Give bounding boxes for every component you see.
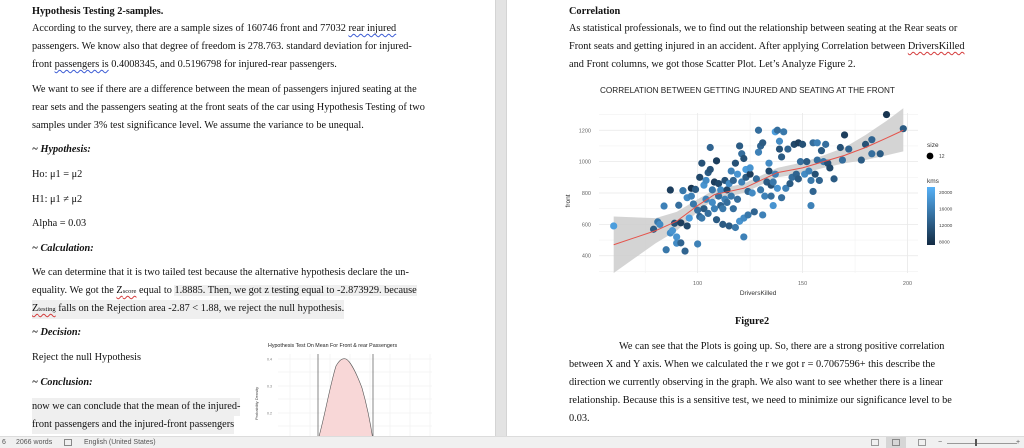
data-point — [816, 177, 823, 184]
data-point — [868, 150, 875, 157]
data-point — [723, 199, 730, 206]
data-point — [799, 141, 806, 148]
conclusion-heading: ~ Conclusion: — [32, 377, 93, 388]
data-point — [765, 160, 772, 167]
svg-text:0.4: 0.4 — [267, 357, 272, 362]
data-point — [765, 167, 772, 174]
y-axis-label: Probability Density — [254, 386, 259, 420]
data-point — [696, 174, 703, 181]
calculation-heading: ~ Calculation: — [32, 243, 94, 254]
data-point — [774, 185, 781, 192]
alternative-hypothesis: H1: μ1 ≠ μ2 — [32, 194, 83, 205]
legend-size-value: 12 — [939, 154, 945, 160]
data-point — [757, 186, 764, 193]
y-tick-label: 400 — [581, 253, 591, 260]
paragraph-line: and Front columns, we got those Scatter Plot. Let’s Analyze Figure 2. — [569, 59, 856, 70]
subscript: testing — [38, 306, 56, 313]
data-point — [761, 193, 768, 200]
data-point — [730, 177, 737, 184]
chart-title: CORRELATION BETWEEN GETTING INJURED AND SEATING AT THE FRONT — [600, 86, 895, 95]
x-axis-label: DriversKilled — [739, 290, 777, 297]
data-point — [803, 158, 810, 165]
data-point — [656, 221, 663, 228]
data-point — [776, 138, 783, 145]
data-point — [667, 186, 674, 193]
data-point — [719, 205, 726, 212]
data-point — [728, 167, 735, 174]
print-layout-button[interactable] — [886, 437, 906, 448]
data-point — [858, 156, 865, 163]
data-point — [740, 155, 747, 162]
web-layout-icon[interactable] — [918, 439, 926, 446]
data-point — [751, 208, 758, 215]
legend-color-title: kms — [927, 178, 939, 185]
data-point — [610, 222, 617, 229]
print-layout-icon — [892, 439, 900, 446]
page-gutter — [495, 0, 507, 436]
data-point — [839, 156, 846, 163]
data-point — [812, 171, 819, 178]
data-point — [747, 164, 754, 171]
data-point — [688, 193, 695, 200]
word-count[interactable]: 2066 words — [16, 439, 53, 446]
x-tick-label: 100 — [693, 281, 703, 287]
data-point — [694, 240, 701, 247]
data-point — [841, 131, 848, 138]
paragraph-line: As statistical professionals, we to find out the relationship between seating at the Rear seats or — [569, 23, 958, 34]
data-point — [786, 180, 793, 187]
data-point — [669, 227, 676, 234]
legend-size-title: size — [927, 142, 939, 149]
document-page-right — [507, 0, 1024, 436]
data-point — [759, 211, 766, 218]
data-point — [711, 205, 718, 212]
data-point — [736, 142, 743, 149]
data-point — [707, 166, 714, 173]
text-run: equality. We got the — [32, 285, 117, 296]
paragraph-line: now we can conclude that the mean of the injured- — [32, 398, 240, 416]
figure-caption: Figure2 — [735, 316, 770, 327]
paragraph-line: We can determine that it is two tailed test because the alternative hypothesis declare the un- — [32, 267, 409, 278]
scatter-plot — [550, 82, 1020, 307]
data-point — [740, 233, 747, 240]
decision-text: Reject the null Hypothesis — [32, 352, 141, 363]
legend-color-tick: 16000 — [939, 207, 953, 213]
y-tick-label: 1000 — [578, 159, 591, 166]
data-point — [826, 164, 833, 171]
data-point — [681, 247, 688, 254]
data-point — [772, 171, 779, 178]
density-curve — [318, 359, 373, 440]
legend-color-tick: 20000 — [939, 191, 953, 196]
null-hypothesis: Ho: μ1 = μ2 — [32, 169, 83, 180]
paragraph-line — [32, 56, 337, 74]
grammar-flagged-text[interactable]: passengers is — [54, 59, 109, 70]
data-point — [797, 158, 804, 165]
data-point — [807, 177, 814, 184]
hypothesis-density-chart — [250, 340, 450, 440]
svg-text:0.3: 0.3 — [267, 384, 272, 389]
data-point — [778, 194, 785, 201]
data-point — [814, 139, 821, 146]
data-point — [784, 145, 791, 152]
svg-text:0.2: 0.2 — [267, 411, 272, 416]
data-point — [734, 196, 741, 203]
y-tick-label: 800 — [581, 191, 591, 197]
zoom-slider[interactable] — [947, 443, 1017, 444]
spell-flagged-text[interactable]: DriversKilled — [907, 41, 965, 52]
legend-color-tick: 8000 — [939, 240, 950, 246]
data-point — [755, 149, 762, 156]
decision-heading: ~ Decision: — [32, 327, 82, 338]
text-run: falls on the Rejection area -2.87 < 1.88, we reject the null hypothesis. — [55, 303, 345, 314]
data-point — [747, 171, 754, 178]
spell-flagged-text[interactable] — [116, 285, 136, 296]
data-point — [770, 202, 777, 209]
y-axis-label: front — [565, 194, 572, 208]
data-point — [730, 205, 737, 212]
paragraph-line: 0.03. — [569, 413, 590, 424]
data-point — [749, 189, 756, 196]
data-point — [845, 145, 852, 152]
data-point — [809, 188, 816, 195]
paragraph-line — [32, 20, 396, 38]
data-point — [774, 127, 781, 134]
data-point — [744, 211, 751, 218]
zoom-slider-thumb[interactable] — [975, 439, 977, 446]
x-tick-label: 200 — [902, 281, 913, 287]
paragraph-line: rear sets and the passengers seating at the front seats of the car using Hypothesis Testing of two — [32, 102, 425, 113]
section-title-hypothesis: Hypothesis Testing 2-samples. — [32, 6, 164, 17]
data-point — [822, 141, 829, 148]
data-point — [660, 202, 667, 209]
data-point — [713, 157, 720, 164]
data-point — [675, 202, 682, 209]
data-point — [807, 202, 814, 209]
paragraph-line: passengers. We know also that degree of freedom is 278.763. standard deviation for injured- — [32, 41, 412, 52]
data-point — [883, 111, 890, 118]
text-run: According to the survey, there are a sample sizes of 160746 front and 77032 — [32, 23, 349, 34]
text-run: equal to — [136, 285, 175, 296]
data-point — [709, 186, 716, 193]
text-run: front — [32, 59, 55, 70]
zoom-in-button[interactable]: + — [1016, 439, 1021, 446]
chart-title: Hypothesis Test On Mean For Front & rear Passengers — [268, 343, 398, 349]
paragraph-line — [32, 282, 417, 301]
data-point — [755, 127, 762, 134]
data-point — [686, 214, 693, 221]
data-point — [770, 178, 777, 185]
data-point — [759, 139, 766, 146]
data-point — [677, 239, 684, 246]
paragraph-line — [569, 38, 964, 56]
page-indicator[interactable]: 6 — [2, 439, 6, 446]
text-run: Front seats and getting injured in an accident. After applying Correlation between — [569, 41, 908, 52]
proofing-icon[interactable] — [64, 439, 72, 446]
paragraph-line: We want to see if there are a difference between the mean of passengers injured seating at the — [32, 84, 417, 95]
data-point — [663, 246, 670, 253]
data-point — [702, 177, 709, 184]
grammar-flagged-text[interactable]: rear injured — [348, 23, 397, 34]
text-run: 0.4008345, and 0.5196798 for injured-rear passengers. — [108, 59, 337, 70]
y-tick-labels — [267, 358, 272, 443]
status-bar — [0, 436, 1024, 448]
data-point — [868, 136, 875, 143]
highlighted-text: 1.8885. Then, we got z testing equal to -2.873929. because — [174, 285, 417, 296]
y-tick-label: 1200 — [578, 128, 591, 135]
paragraph-line: relationship. Because this is a sensitive test, we need to minimize our significance level to be — [569, 395, 952, 406]
paragraph-line: samples under 3% test significance level. We assume the variance to be unequal. — [32, 120, 364, 131]
y-tick-label: 600 — [581, 222, 591, 229]
data-point — [726, 222, 733, 229]
data-point — [707, 144, 714, 151]
data-point — [728, 193, 735, 200]
hypothesis-heading: ~ Hypothesis: — [32, 144, 91, 155]
document-page-left — [0, 0, 495, 436]
data-point — [713, 216, 720, 223]
data-point — [719, 221, 726, 228]
spell-flagged-text[interactable] — [32, 303, 56, 314]
x-tick-label: 150 — [797, 281, 808, 287]
data-point — [684, 222, 691, 229]
data-point — [795, 175, 802, 182]
data-point — [679, 187, 686, 194]
data-point — [673, 233, 680, 240]
data-point — [698, 214, 705, 221]
data-point — [732, 160, 739, 167]
paragraph-line: direction we currently observing in the graph. We also want to see whether there is a linear — [569, 377, 943, 388]
data-point — [805, 167, 812, 174]
data-point — [732, 224, 739, 231]
text-run: Z — [32, 303, 39, 314]
correlation-scatter-chart — [550, 82, 1020, 307]
legend-colorbar — [927, 187, 935, 245]
data-point — [734, 171, 741, 178]
paragraph-line: between X and Y axis. When we calculated the r we got r = 0.7067596+ this describe the — [569, 359, 936, 370]
data-point — [780, 128, 787, 135]
legend-color-tick: 12000 — [939, 224, 953, 229]
zoom-out-button[interactable]: − — [938, 439, 943, 446]
data-point — [698, 160, 705, 167]
paragraph-line: front passengers and the injured-front passengers — [32, 416, 234, 434]
data-point — [778, 153, 785, 160]
subscript: score — [122, 288, 137, 295]
data-point — [877, 150, 884, 157]
data-point — [709, 199, 716, 206]
legend-size-swatch — [927, 153, 934, 160]
data-point — [776, 145, 783, 152]
data-point — [705, 210, 712, 217]
read-mode-icon[interactable] — [871, 439, 879, 446]
paragraph-line — [32, 300, 344, 319]
data-point — [818, 147, 825, 154]
language-indicator[interactable]: English (United States) — [84, 439, 156, 446]
density-plot — [250, 340, 450, 440]
data-point — [837, 144, 844, 151]
data-point — [692, 186, 699, 193]
alpha-value: Alpha = 0.03 — [32, 218, 87, 229]
data-point — [830, 175, 837, 182]
section-title-correlation: Correlation — [569, 6, 621, 17]
data-point — [715, 180, 722, 187]
text-run: Z — [116, 285, 123, 296]
paragraph-line: We can see that the Plots is going up. So, there are a strong positive correlation — [619, 341, 945, 352]
data-point — [767, 193, 774, 200]
